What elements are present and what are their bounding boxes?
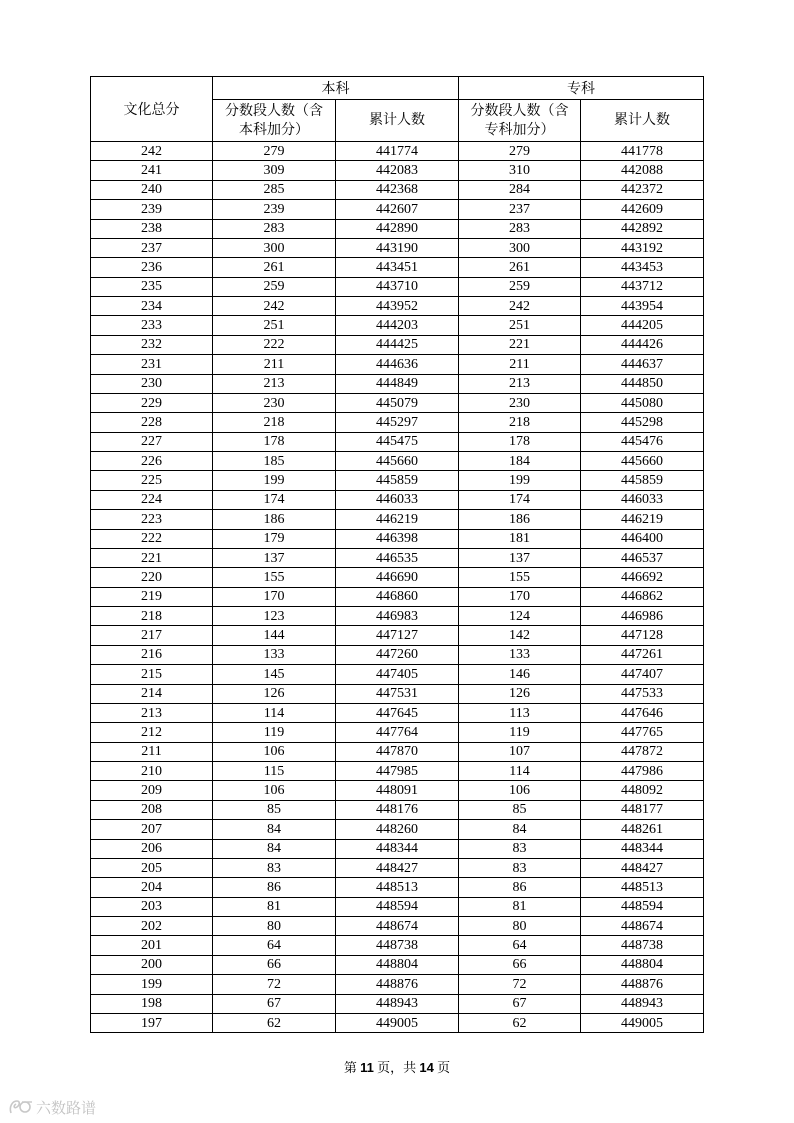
cell-score: 216 [91, 645, 213, 664]
table-row [91, 490, 704, 509]
cell-junior-college-cumulative: 448092 [581, 781, 704, 800]
cell-junior-college-segment: 81 [459, 897, 581, 916]
cell-undergraduate-segment: 114 [213, 703, 336, 722]
cell-undergraduate-segment: 106 [213, 742, 336, 761]
cell-score: 238 [91, 219, 213, 238]
cell-undergraduate-segment: 115 [213, 762, 336, 781]
cell-score: 211 [91, 742, 213, 761]
cell-undergraduate-segment: 80 [213, 917, 336, 936]
cell-score: 242 [91, 142, 213, 161]
cell-undergraduate-cumulative: 444203 [336, 316, 459, 335]
cell-junior-college-segment: 62 [459, 1013, 581, 1032]
cell-score: 200 [91, 955, 213, 974]
cell-junior-college-cumulative: 445859 [581, 471, 704, 490]
cell-undergraduate-segment: 84 [213, 839, 336, 858]
cell-undergraduate-cumulative: 448876 [336, 975, 459, 994]
page-footer [0, 1057, 794, 1076]
cell-junior-college-cumulative: 446692 [581, 568, 704, 587]
header-junior-college-cumulative: 累计人数 [581, 100, 704, 142]
cell-undergraduate-segment: 85 [213, 800, 336, 819]
table-row [91, 742, 704, 761]
cell-undergraduate-cumulative: 448344 [336, 839, 459, 858]
cell-undergraduate-segment: 222 [213, 335, 336, 354]
cell-score: 236 [91, 258, 213, 277]
cell-junior-college-segment: 300 [459, 238, 581, 257]
cell-junior-college-cumulative: 448876 [581, 975, 704, 994]
cell-undergraduate-cumulative: 442083 [336, 161, 459, 180]
cell-junior-college-segment: 211 [459, 355, 581, 374]
cell-junior-college-segment: 119 [459, 723, 581, 742]
cell-undergraduate-segment: 218 [213, 413, 336, 432]
table-row [91, 297, 704, 316]
table-row [91, 839, 704, 858]
table-row [91, 374, 704, 393]
cell-undergraduate-segment: 185 [213, 452, 336, 471]
table-row [91, 1013, 704, 1032]
cell-junior-college-cumulative: 447872 [581, 742, 704, 761]
cell-undergraduate-cumulative: 447127 [336, 626, 459, 645]
cell-junior-college-segment: 251 [459, 316, 581, 335]
cell-undergraduate-cumulative: 446983 [336, 607, 459, 626]
cell-undergraduate-cumulative: 441774 [336, 142, 459, 161]
footer-suffix: 页 [437, 1060, 451, 1075]
cell-junior-college-segment: 83 [459, 858, 581, 877]
cell-junior-college-cumulative: 447407 [581, 665, 704, 684]
table-row [91, 529, 704, 548]
cell-undergraduate-segment: 119 [213, 723, 336, 742]
table-row [91, 335, 704, 354]
cell-undergraduate-cumulative: 448674 [336, 917, 459, 936]
cell-junior-college-cumulative: 448594 [581, 897, 704, 916]
table-row [91, 587, 704, 606]
footer-prefix: 第 [343, 1060, 357, 1075]
cell-junior-college-segment: 137 [459, 548, 581, 567]
cell-junior-college-segment: 230 [459, 393, 581, 412]
cell-undergraduate-segment: 81 [213, 897, 336, 916]
cell-junior-college-cumulative: 448344 [581, 839, 704, 858]
cell-junior-college-segment: 279 [459, 142, 581, 161]
cell-undergraduate-cumulative: 443190 [336, 238, 459, 257]
cell-undergraduate-segment: 230 [213, 393, 336, 412]
cell-junior-college-segment: 184 [459, 452, 581, 471]
cell-score: 204 [91, 878, 213, 897]
cell-junior-college-cumulative: 443453 [581, 258, 704, 277]
cell-score: 225 [91, 471, 213, 490]
cell-undergraduate-segment: 242 [213, 297, 336, 316]
footer-mid: 页，共 [377, 1060, 417, 1075]
cell-junior-college-segment: 283 [459, 219, 581, 238]
cell-junior-college-segment: 221 [459, 335, 581, 354]
cell-junior-college-segment: 113 [459, 703, 581, 722]
cell-undergraduate-cumulative: 445079 [336, 393, 459, 412]
table-row [91, 684, 704, 703]
table-row [91, 762, 704, 781]
header-junior-college: 专科 [459, 77, 704, 100]
cell-junior-college-segment: 124 [459, 607, 581, 626]
table-row [91, 258, 704, 277]
table-row [91, 897, 704, 916]
cell-junior-college-segment: 66 [459, 955, 581, 974]
cell-junior-college-segment: 186 [459, 510, 581, 529]
cell-junior-college-cumulative: 443954 [581, 297, 704, 316]
cell-junior-college-segment: 86 [459, 878, 581, 897]
cell-undergraduate-cumulative: 448427 [336, 858, 459, 877]
table-row [91, 219, 704, 238]
cell-undergraduate-cumulative: 444425 [336, 335, 459, 354]
cell-undergraduate-cumulative: 443952 [336, 297, 459, 316]
table-row [91, 936, 704, 955]
cell-junior-college-cumulative: 447261 [581, 645, 704, 664]
cell-undergraduate-segment: 84 [213, 820, 336, 839]
cell-score: 224 [91, 490, 213, 509]
table-row [91, 781, 704, 800]
cell-junior-college-cumulative: 444426 [581, 335, 704, 354]
cell-undergraduate-segment: 285 [213, 180, 336, 199]
cell-score: 228 [91, 413, 213, 432]
cell-score: 215 [91, 665, 213, 684]
cell-score: 220 [91, 568, 213, 587]
cell-junior-college-segment: 114 [459, 762, 581, 781]
cell-junior-college-segment: 84 [459, 820, 581, 839]
cell-undergraduate-cumulative: 447764 [336, 723, 459, 742]
cell-junior-college-segment: 170 [459, 587, 581, 606]
cell-junior-college-cumulative: 448943 [581, 994, 704, 1013]
table-row [91, 432, 704, 451]
table-row [91, 180, 704, 199]
cell-score: 240 [91, 180, 213, 199]
cell-undergraduate-segment: 174 [213, 490, 336, 509]
cell-undergraduate-cumulative: 449005 [336, 1013, 459, 1032]
cell-junior-college-segment: 259 [459, 277, 581, 296]
cell-junior-college-segment: 237 [459, 200, 581, 219]
cell-junior-college-cumulative: 448513 [581, 878, 704, 897]
cell-undergraduate-segment: 251 [213, 316, 336, 335]
cell-undergraduate-segment: 86 [213, 878, 336, 897]
cell-junior-college-cumulative: 445080 [581, 393, 704, 412]
cell-junior-college-segment: 126 [459, 684, 581, 703]
cell-junior-college-cumulative: 447128 [581, 626, 704, 645]
cell-junior-college-cumulative: 448427 [581, 858, 704, 877]
cell-undergraduate-cumulative: 446860 [336, 587, 459, 606]
score-table [90, 76, 704, 1033]
cell-junior-college-cumulative: 444637 [581, 355, 704, 374]
cell-score: 237 [91, 238, 213, 257]
cell-undergraduate-cumulative: 443710 [336, 277, 459, 296]
cell-score: 229 [91, 393, 213, 412]
cell-junior-college-segment: 142 [459, 626, 581, 645]
cell-undergraduate-segment: 199 [213, 471, 336, 490]
cell-undergraduate-segment: 279 [213, 142, 336, 161]
cell-junior-college-segment: 155 [459, 568, 581, 587]
cell-undergraduate-cumulative: 442890 [336, 219, 459, 238]
table-row [91, 393, 704, 412]
cell-junior-college-cumulative: 448261 [581, 820, 704, 839]
cell-undergraduate-segment: 170 [213, 587, 336, 606]
cell-junior-college-segment: 242 [459, 297, 581, 316]
table-row [91, 355, 704, 374]
cell-undergraduate-cumulative: 448594 [336, 897, 459, 916]
table-row [91, 607, 704, 626]
cell-undergraduate-cumulative: 447405 [336, 665, 459, 684]
cell-score: 201 [91, 936, 213, 955]
table-row [91, 955, 704, 974]
header-junior-college-segment: 分数段人数（含专科加分） [459, 100, 581, 142]
cell-undergraduate-cumulative: 448943 [336, 994, 459, 1013]
cell-junior-college-cumulative: 442892 [581, 219, 704, 238]
cell-junior-college-segment: 80 [459, 917, 581, 936]
cell-score: 210 [91, 762, 213, 781]
cell-junior-college-cumulative: 448738 [581, 936, 704, 955]
cell-score: 227 [91, 432, 213, 451]
footer-page-number: 11 [360, 1060, 374, 1075]
table-row [91, 626, 704, 645]
cell-undergraduate-cumulative: 446690 [336, 568, 459, 587]
cell-undergraduate-segment: 211 [213, 355, 336, 374]
cell-score: 221 [91, 548, 213, 567]
cell-junior-college-cumulative: 444205 [581, 316, 704, 335]
cell-score: 207 [91, 820, 213, 839]
cell-junior-college-cumulative: 444850 [581, 374, 704, 393]
cell-junior-college-cumulative: 442609 [581, 200, 704, 219]
table-row [91, 665, 704, 684]
cell-score: 223 [91, 510, 213, 529]
table-row [91, 917, 704, 936]
cell-undergraduate-cumulative: 448091 [336, 781, 459, 800]
table-row [91, 471, 704, 490]
cell-score: 198 [91, 994, 213, 1013]
cell-junior-college-cumulative: 447646 [581, 703, 704, 722]
cell-junior-college-cumulative: 445476 [581, 432, 704, 451]
cell-undergraduate-cumulative: 445297 [336, 413, 459, 432]
cell-score: 197 [91, 1013, 213, 1032]
table-row [91, 994, 704, 1013]
cell-junior-college-segment: 174 [459, 490, 581, 509]
cell-junior-college-cumulative: 446986 [581, 607, 704, 626]
table-row [91, 510, 704, 529]
cell-score: 222 [91, 529, 213, 548]
cell-score: 217 [91, 626, 213, 645]
cell-undergraduate-cumulative: 445475 [336, 432, 459, 451]
cell-junior-college-cumulative: 441778 [581, 142, 704, 161]
cell-score: 202 [91, 917, 213, 936]
logo-icon [8, 1098, 34, 1116]
cell-undergraduate-segment: 259 [213, 277, 336, 296]
cell-score: 199 [91, 975, 213, 994]
cell-undergraduate-cumulative: 442368 [336, 180, 459, 199]
cell-junior-college-segment: 310 [459, 161, 581, 180]
cell-junior-college-cumulative: 446033 [581, 490, 704, 509]
cell-junior-college-segment: 133 [459, 645, 581, 664]
cell-score: 205 [91, 858, 213, 877]
cell-score: 214 [91, 684, 213, 703]
cell-undergraduate-cumulative: 444849 [336, 374, 459, 393]
cell-undergraduate-cumulative: 448260 [336, 820, 459, 839]
cell-score: 230 [91, 374, 213, 393]
cell-undergraduate-cumulative: 447260 [336, 645, 459, 664]
cell-junior-college-segment: 85 [459, 800, 581, 819]
header-score: 文化总分 [91, 77, 213, 142]
cell-junior-college-cumulative: 445660 [581, 452, 704, 471]
cell-junior-college-segment: 181 [459, 529, 581, 548]
cell-undergraduate-segment: 283 [213, 219, 336, 238]
cell-undergraduate-segment: 66 [213, 955, 336, 974]
table-row [91, 548, 704, 567]
cell-junior-college-segment: 106 [459, 781, 581, 800]
cell-undergraduate-segment: 137 [213, 548, 336, 567]
cell-undergraduate-cumulative: 446535 [336, 548, 459, 567]
cell-score: 219 [91, 587, 213, 606]
cell-undergraduate-cumulative: 446398 [336, 529, 459, 548]
cell-undergraduate-segment: 186 [213, 510, 336, 529]
cell-undergraduate-segment: 83 [213, 858, 336, 877]
cell-undergraduate-segment: 106 [213, 781, 336, 800]
cell-junior-college-cumulative: 443712 [581, 277, 704, 296]
cell-undergraduate-segment: 72 [213, 975, 336, 994]
cell-undergraduate-cumulative: 447531 [336, 684, 459, 703]
header-undergraduate-segment: 分数段人数（含本科加分） [213, 100, 336, 142]
cell-undergraduate-cumulative: 447645 [336, 703, 459, 722]
cell-undergraduate-cumulative: 442607 [336, 200, 459, 219]
header-undergraduate: 本科 [213, 77, 459, 100]
cell-junior-college-cumulative: 446862 [581, 587, 704, 606]
watermark [8, 1096, 128, 1118]
cell-undergraduate-cumulative: 447985 [336, 762, 459, 781]
watermark-text: 六数路谱 [36, 1098, 97, 1117]
cell-undergraduate-segment: 309 [213, 161, 336, 180]
cell-undergraduate-segment: 239 [213, 200, 336, 219]
cell-score: 241 [91, 161, 213, 180]
cell-undergraduate-segment: 144 [213, 626, 336, 645]
table-row [91, 413, 704, 432]
table-row [91, 568, 704, 587]
cell-junior-college-segment: 218 [459, 413, 581, 432]
cell-undergraduate-segment: 179 [213, 529, 336, 548]
table-body [91, 142, 704, 1033]
cell-undergraduate-cumulative: 448804 [336, 955, 459, 974]
cell-undergraduate-cumulative: 448738 [336, 936, 459, 955]
header-undergraduate-cumulative: 累计人数 [336, 100, 459, 142]
cell-score: 203 [91, 897, 213, 916]
cell-junior-college-segment: 146 [459, 665, 581, 684]
table-row [91, 800, 704, 819]
cell-junior-college-cumulative: 449005 [581, 1013, 704, 1032]
cell-undergraduate-segment: 145 [213, 665, 336, 684]
cell-score: 209 [91, 781, 213, 800]
cell-junior-college-cumulative: 448177 [581, 800, 704, 819]
cell-undergraduate-segment: 155 [213, 568, 336, 587]
cell-junior-college-cumulative: 446219 [581, 510, 704, 529]
table-row [91, 316, 704, 335]
table-row [91, 200, 704, 219]
cell-score: 231 [91, 355, 213, 374]
cell-junior-college-cumulative: 446400 [581, 529, 704, 548]
cell-junior-college-segment: 107 [459, 742, 581, 761]
cell-undergraduate-segment: 64 [213, 936, 336, 955]
cell-undergraduate-cumulative: 445859 [336, 471, 459, 490]
cell-undergraduate-cumulative: 443451 [336, 258, 459, 277]
cell-junior-college-segment: 72 [459, 975, 581, 994]
cell-undergraduate-cumulative: 446033 [336, 490, 459, 509]
cell-score: 234 [91, 297, 213, 316]
cell-junior-college-cumulative: 442372 [581, 180, 704, 199]
footer-total-pages: 14 [419, 1060, 434, 1075]
table-row [91, 703, 704, 722]
cell-undergraduate-cumulative: 448513 [336, 878, 459, 897]
cell-score: 233 [91, 316, 213, 335]
cell-undergraduate-segment: 300 [213, 238, 336, 257]
cell-junior-college-segment: 67 [459, 994, 581, 1013]
cell-junior-college-segment: 213 [459, 374, 581, 393]
cell-junior-college-segment: 261 [459, 258, 581, 277]
cell-score: 218 [91, 607, 213, 626]
cell-junior-college-cumulative: 448804 [581, 955, 704, 974]
cell-junior-college-cumulative: 448674 [581, 917, 704, 936]
cell-score: 206 [91, 839, 213, 858]
table-row [91, 820, 704, 839]
cell-junior-college-cumulative: 447986 [581, 762, 704, 781]
cell-undergraduate-segment: 133 [213, 645, 336, 664]
cell-undergraduate-cumulative: 444636 [336, 355, 459, 374]
table-row [91, 161, 704, 180]
table-row [91, 723, 704, 742]
cell-junior-college-segment: 178 [459, 432, 581, 451]
cell-undergraduate-segment: 62 [213, 1013, 336, 1032]
cell-junior-college-segment: 83 [459, 839, 581, 858]
cell-junior-college-cumulative: 442088 [581, 161, 704, 180]
cell-junior-college-cumulative: 447765 [581, 723, 704, 742]
cell-junior-college-segment: 199 [459, 471, 581, 490]
cell-undergraduate-cumulative: 446219 [336, 510, 459, 529]
cell-undergraduate-segment: 178 [213, 432, 336, 451]
table-row [91, 858, 704, 877]
cell-score: 235 [91, 277, 213, 296]
cell-junior-college-segment: 64 [459, 936, 581, 955]
cell-junior-college-segment: 284 [459, 180, 581, 199]
cell-score: 212 [91, 723, 213, 742]
cell-undergraduate-cumulative: 445660 [336, 452, 459, 471]
cell-undergraduate-segment: 126 [213, 684, 336, 703]
cell-score: 239 [91, 200, 213, 219]
cell-junior-college-cumulative: 447533 [581, 684, 704, 703]
cell-undergraduate-cumulative: 447870 [336, 742, 459, 761]
table-row [91, 878, 704, 897]
cell-undergraduate-segment: 67 [213, 994, 336, 1013]
cell-junior-college-cumulative: 446537 [581, 548, 704, 567]
cell-score: 213 [91, 703, 213, 722]
table-row [91, 975, 704, 994]
table-row [91, 645, 704, 664]
cell-undergraduate-segment: 261 [213, 258, 336, 277]
table-row [91, 238, 704, 257]
cell-undergraduate-segment: 213 [213, 374, 336, 393]
cell-junior-college-cumulative: 443192 [581, 238, 704, 257]
cell-score: 208 [91, 800, 213, 819]
cell-score: 232 [91, 335, 213, 354]
cell-score: 226 [91, 452, 213, 471]
cell-junior-college-cumulative: 445298 [581, 413, 704, 432]
cell-undergraduate-segment: 123 [213, 607, 336, 626]
table-row [91, 142, 704, 161]
table-row [91, 452, 704, 471]
table-row [91, 277, 704, 296]
cell-undergraduate-cumulative: 448176 [336, 800, 459, 819]
